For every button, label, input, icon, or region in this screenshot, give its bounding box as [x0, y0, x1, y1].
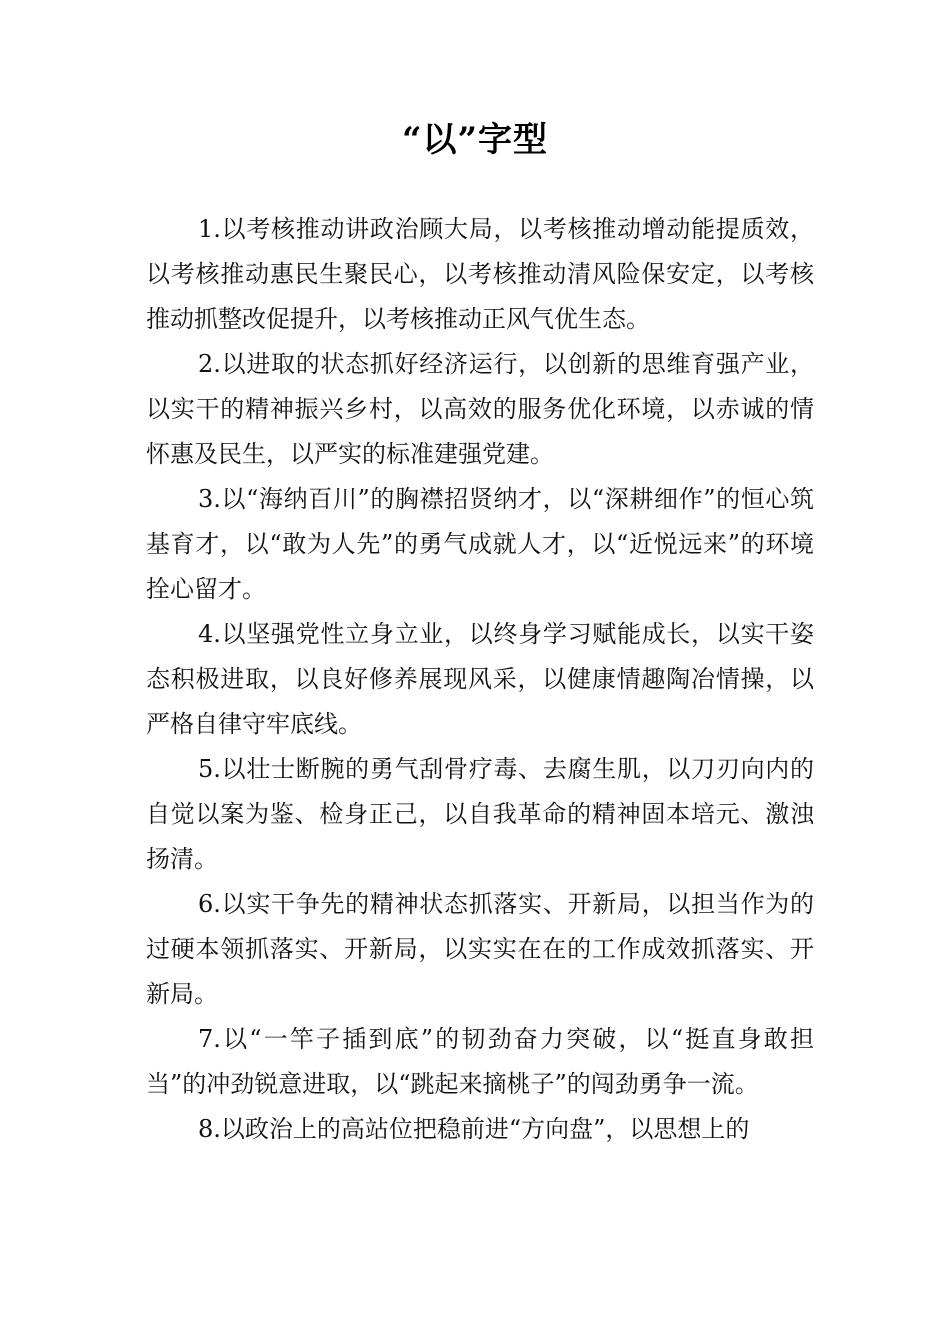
paragraph-8: 8.以政治上的高站位把稳前进“方向盘”，以思想上的 [198, 1115, 750, 1143]
paragraph-7: 7.以“一竿子插到底”的韧劲奋力突破，以“挺直身敢担当”的冲劲锐意进取，以“跳起来摘桃子”的闯劲勇争一流。 [146, 1025, 814, 1098]
paragraph-4: 4.以坚强党性立身立业，以终身学习赋能成长，以实干姿态积极进取，以良好修养展现风采，以健康情趣陶冶情操，以严格自律守牢底线。 [146, 620, 814, 738]
paragraph-3: 3.以“海纳百川”的胸襟招贤纳才，以“深耕细作”的恒心筑基育才，以“敢为人先”的勇气成就人才，以“近悦远来”的环境拴心留才。 [146, 485, 814, 603]
document-title: “以”字型 [401, 120, 549, 160]
document-body [146, 207, 814, 1152]
paragraph-2: 2.以进取的状态抓好经济运行，以创新的思维育强产业，以实干的精神振兴乡村，以高效的服务优化环境，以赤诚的情怀惠及民生，以严实的标准建强党建。 [146, 350, 814, 468]
paragraph-5: 5.以壮士断腕的勇气刮骨疗毒、去腐生肌，以刀刃向内的自觉以案为鉴、检身正己，以自我革命的精神固本培元、激浊扬清。 [146, 755, 814, 873]
paragraph-1: 1.以考核推动讲政治顾大局，以考核推动增动能提质效，以考核推动惠民生聚民心，以考核推动清风险保安定，以考核推动抓整改促提升，以考核推动正风气优生态。 [146, 215, 814, 333]
paragraph-6: 6.以实干争先的精神状态抓落实、开新局，以担当作为的过硬本领抓落实、开新局，以实实在在的工作成效抓落实、开新局。 [146, 890, 814, 1008]
